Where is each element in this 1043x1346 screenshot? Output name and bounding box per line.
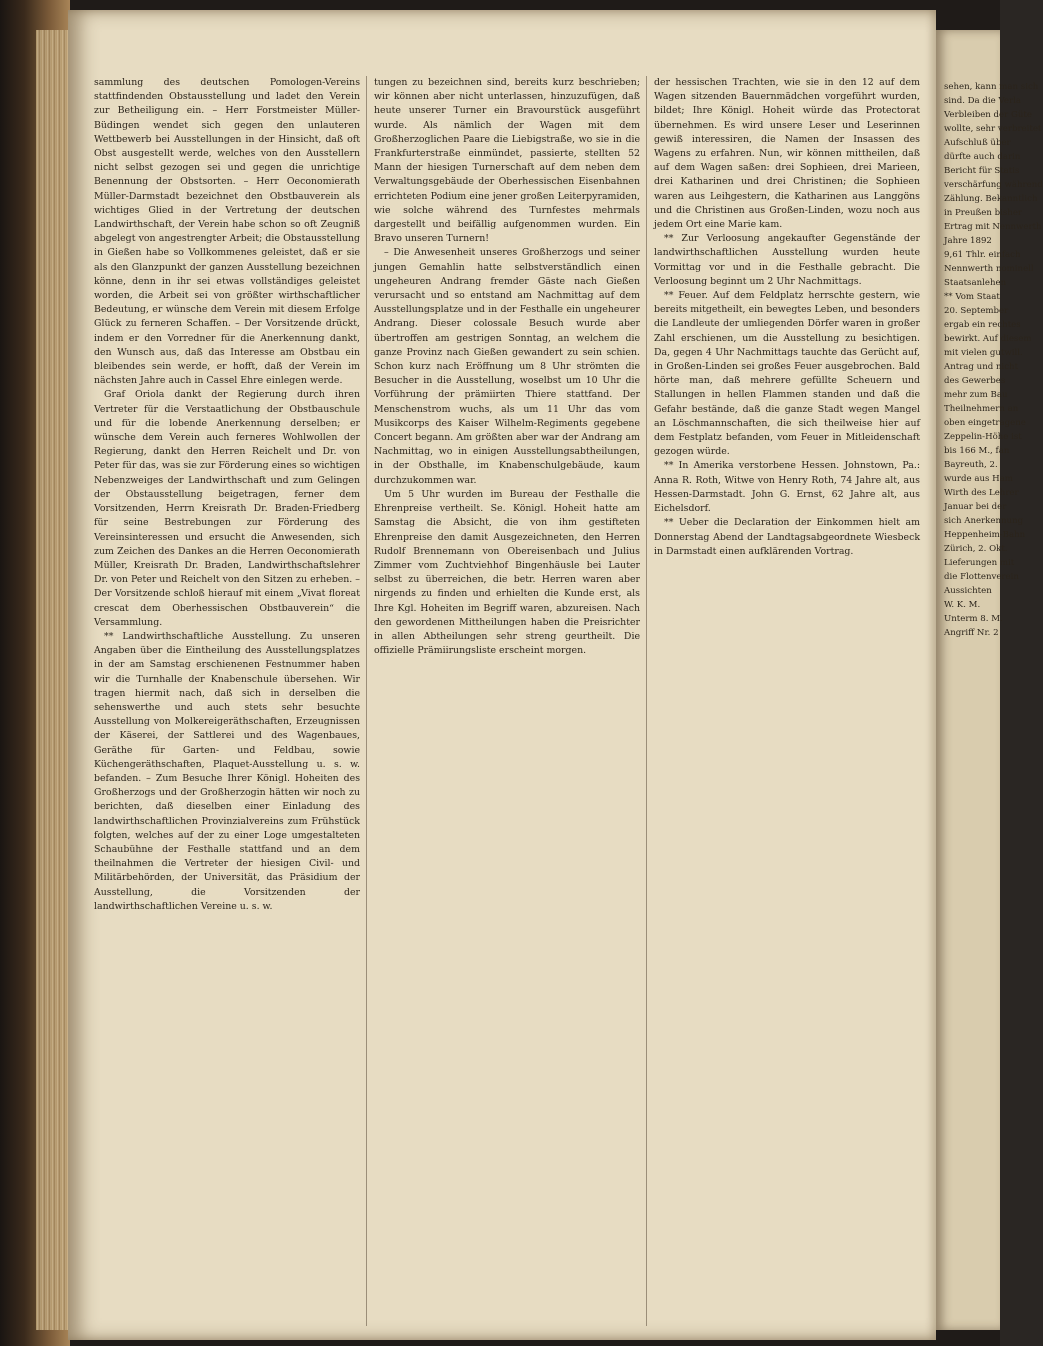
paragraph: Um 5 Uhr wurden im Bureau der Festhalle die Ehrenpreise vertheilt. Se. Königl. Hoheit hatte am Samstag die Absicht, die von ihm gestifteten Ehrenpreise den damit Ausgezeichneten, den Herren Rudolf Brennemann von Obereisenbach und Julius Zimmer vom Zuchtviehhof Bingenhäusle bei Lauter selbst zu überreichen, die betr. Herren waren aber nirgends zu finden und erhielten die Kunde erst, als Ihre Kgl. Hoheiten im Begriff waren, abzureisen. Nach den gewordenen Mittheilungen haben die Preisrichter in allen Abtheilungen sehr streng geurtheilt. Die offizielle Prämiirungsliste erscheint morgen. xyxy=(374,488,640,657)
adjacent-page-fragment xyxy=(936,30,1043,1330)
text-line: Bayreuth, 2. xyxy=(944,460,998,470)
text-line: Angriff Nr. 2 xyxy=(944,628,999,638)
text-line: W. K. M. xyxy=(944,600,981,610)
text-line: Theilnehmern an xyxy=(944,404,1019,414)
text-column-3 xyxy=(654,76,920,1326)
text-line: Zeppelin-Höhe ist xyxy=(944,432,1022,442)
text-line: des Gewerbes xyxy=(944,376,1006,386)
text-line: Wirth des Lehrer xyxy=(944,488,1019,498)
text-line: Aufschluß über xyxy=(944,138,1011,148)
text-line: sich Anerkennung xyxy=(944,516,1024,526)
text-line: Staatsanlehen xyxy=(944,278,1007,288)
text-line: in Preußen bisher xyxy=(944,208,1023,218)
text-line: 20. September xyxy=(944,306,1009,316)
text-line: Aussichten xyxy=(944,586,992,596)
text-line: ** Vom Staat xyxy=(944,292,1000,302)
paragraph: ** In Amerika verstorbene Hessen. Johnstown, Pa.: Anna R. Roth, Witwe von Henry Roth, 74 Jahre alt, aus Hessen-Darmstadt. John G. Ernst, 62 Jahre alt, aus Eichelsdorf. xyxy=(654,460,920,515)
paragraph: ** Feuer. Auf dem Feldplatz herrschte gestern, wie bereits mitgetheilt, ein bewegtes Leben, und besonders die Landleute der umliegenden Dörfer waren in großer Zahl erschienen, um die Ausstellung zu besichtigen. Da, gegen 4 Uhr Nachmittags tauchte das Gerücht auf, in Großen-Linden sei großes Feuer ausgebrochen. Bald hörte man, daß mehrere gefüllte Scheuern und Stallungen in hellen Flammen standen und daß die Gefahr bestände, daß die ganze Stadt wegen Mangel an Löschmannschaften, die sich theilweise hier auf dem Festplatz befanden, vom Feuer in Mitleidenschaft gezogen würde. xyxy=(654,290,920,458)
text-column-2 xyxy=(374,76,640,1326)
paragraph: tungen zu bezeichnen sind, bereits kurz beschrieben; wir können aber nicht unterlassen, hinzuzufügen, daß heute unserer Turner ein Bravourstück ausgeführt wurde. Als nämlich der Wagen mit dem Großherzoglichen Paare die Liebigstraße, wo sie in die Frankfurterstraße einmündet, passierte, stellten 52 Mann der hiesigen Turnerschaft auf dem neben dem Verwaltungsgebäude der Oberhessischen Eisenbahnen errichteten Podium eine jener großen Leiterpyramiden, wie solche während des Turnfestes mehrmals dargestellt und beifällig aufgenommen wurden. Ein Bravo unseren Turnern! xyxy=(374,77,640,245)
paragraph: – Die Anwesenheit unseres Großherzogs und seiner jungen Gemahlin hatte selbstverständlich einen ungeheuren Andrang fremder Gäste nach Gießen verursacht und so entstand am Nachmittag auf dem Ausstellungsplatze und in der Festhalle ein ungeheurer Andrang. Dieser colossale Besuch wurde aber übertroffen am gestrigen Sonntag, an welchem die ganze Provinz nach Gießen gewandert zu sein schien. Schon kurz nach Eröffnung um 8 Uhr strömten die Besucher in die Ausstellung, woselbst um 10 Uhr die Vorführung der prämiirten Thiere stattfand. Der Menschenstrom wuchs, als um 11 Uhr das vom Musikcorps des Kaiser Wilhelm-Regiments gegebene Concert begann. Am größten aber war der Andrang am Nachmittag, wo in einigen Ausstellungsabtheilungen, in der Obsthalle, im Knabenschulgebäude, kaum durchzukommen war. xyxy=(374,247,640,486)
text-line: Nennwerth nominell xyxy=(944,264,1034,274)
column-rule xyxy=(646,76,647,1326)
text-line: wollte, sehr verbreitet xyxy=(944,124,1042,134)
text-line: Januar bei der xyxy=(944,502,1007,512)
text-line: 9,61 Thlr. einfach xyxy=(944,250,1021,260)
adjacent-page-text xyxy=(944,80,1043,640)
text-line: Zürich, 2. Okt. xyxy=(944,544,1008,554)
text-line: ergab ein rechtes xyxy=(944,320,1021,330)
paragraph: Graf Oriola dankt der Regierung durch ihren Vertreter für die Verstaatlichung der Obstbauschule und für die lobende Anerkennung derselben; er wünsche dem Verein auch ferneres Wohlwollen der Regierung, dankt den Herren Reichelt und Dr. von Peter für das, was sie zur Förderung eines so wichtigen Nebenzweiges der Landwirthschaft und zum Gelingen der Obstausstellung beigetragen, ferner dem Vorsitzenden, Herrn Kreisrath Dr. Braden-Friedberg für seine Bestrebungen zur Förderung des Vereinsinteressen und ersucht die Anwesenden, sich zum Zeichen des Dankes an die Herren Oeconomierath Müller, Kreisrath Dr. Braden, Landwirthschaftslehrer Dr. von Peter und Reichelt von den Sitzen zu erheben. – Der Vorsitzende schloß hierauf mit einem „Vivat floreat crescat dem Oberhessischen Obstbauverein“ die Versammlung. xyxy=(94,389,360,628)
text-line: Bericht für Statis xyxy=(944,166,1020,176)
text-line: Lieferungen mit xyxy=(944,558,1015,568)
text-line: Unterm 8. M. xyxy=(944,614,1003,624)
text-line: Verbleiben der Güte xyxy=(944,110,1032,120)
text-line: Antrag und nicht xyxy=(944,362,1019,372)
text-line: Ertrag mit Nennwerth xyxy=(944,222,1042,232)
text-line: mit vielen gutwill. xyxy=(944,348,1023,358)
paragraph: sammlung des deutschen Pomologen-Vereins stattfindenden Obstausstellung und ladet den Verein zur Betheiligung ein. – Herr Forstmeister Müller-Büdingen wendet sich gegen den unlauteren Wettbewerb bei Ausstellungen in der Hinsicht, daß oft Obst ausgestellt werde, welches von den Ausstellern nicht selbst gezogen sei und gegen die unrichtige Benennung der Obstsorten. – Herr Oeconomierath Müller-Darmstadt bezeichnet den Obstbauverein als wichtiges Glied in der Vertretung der deutschen Landwirthschaft, der Verein habe schon so oft Zeugniß abgelegt von angestrengter Arbeit; die Obstausstellung in Gießen habe so Vollkommenes geleistet, daß er sie als den Glanzpunkt der ganzen Ausstellung bezeichnen könne, denn in ihr sei etwas vollständiges geleistet worden, die Arbeit sei von größter wirthschaftlicher Bedeutung, er wünsche dem Verein mit diesem Erfolge Glück zu ferneren Schaffen. – Der Vorsitzende drückt, indem er den Vorredner für die Anerkennung dankt, den Wunsch aus, daß das Interesse am Obstbau ein bleibendes sein werde, er hofft, daß der Verein im nächsten Jahre auch in Cassel Ehre einlegen werde. xyxy=(94,77,360,387)
newspaper-page xyxy=(68,10,936,1340)
text-line: bis 166 M., fan xyxy=(944,446,1010,456)
paragraph: ** Zur Verloosung angekaufter Gegenstände der landwirthschaftlichen Ausstellung wurden heute Vormittag vor und in die Festhalle gebracht. Die Verloosung beginnt um 2 Uhr Nachmittags. xyxy=(654,233,920,287)
text-line: verschärfung während xyxy=(944,180,1043,190)
paragraph: ** Landwirthschaftliche Ausstellung. Zu unseren Angaben über die Eintheilung des Ausstellungsplatzes in der am Samstag erschienenen Festnummer haben wir die Turnhalle der Knabenschule übersehen. Wir tragen hiermit nach, daß sich in derselben die sehenswerthe und auch stets sehr besuchte Ausstellung von Molkereigeräthschaften, Erzeugnissen der Käserei, der Sattlerei und des Wagenbaues, Geräthe für Garten- und Feldbau, sowie Küchengeräthschaften, Plaquet-Ausstellung u. s. w. befanden. – Zum Besuche Ihrer Königl. Hoheiten des Großherzogs und der Großherzogin hätten wir noch zu berichten, daß dieselben einer Einladung des landwirthschaftlichen Provinzialvereins zum Frühstück folgten, welches auf der zu einer Loge umgestalteten Schaubühne der Festhalle stattfand und an dem theilnahmen die Vertreter der hiesigen Civil- und Militärbehörden, der Universität, das Präsidium der Ausstellung, die Vorsitzenden der landwirthschaftlichen Vereine u. s. w. xyxy=(94,630,360,912)
text-line: Heppenheim-Bahn xyxy=(944,530,1026,540)
text-line: Zählung. Bekanntlich xyxy=(944,194,1038,204)
paragraph: ** Ueber die Declaration der Einkommen hielt am Donnerstag Abend der Landtagsabgeordnete Wiesbeck in Darmstadt einen aufklärenden Vortrag. xyxy=(654,517,920,557)
text-line: mehr zum Bau xyxy=(944,390,1008,400)
column-rule xyxy=(366,76,367,1326)
text-line: Jahre 1892 xyxy=(944,236,992,246)
text-line: die Flottenverein xyxy=(944,572,1019,582)
text-line: bewirkt. Auf diesem xyxy=(944,334,1032,344)
text-line: dürfte auch darin xyxy=(944,152,1021,162)
paragraph: der hessischen Trachten, wie sie in den 12 auf dem Wagen sitzenden Bauernmädchen vorgeführt wurden, bildet; Ihre Königl. Hoheit würde das Protectorat übernehmen. Es wird unsere Leser und Leserinnen gewiß interessiren, die Namen der Insassen des Wagens zu erfahren. Nun, wir können mittheilen, daß auf dem Wagen saßen: drei Sophieen, drei Marieen, drei Katharinen und drei Christinen; die Sophieen waren aus Leihgestern, die Katharinen aus Langgöns und die Christinen aus Großen-Linden, wozu noch aus jedem Ort eine Marie kam. xyxy=(654,77,920,231)
text-line: sind. Da die Verla xyxy=(944,96,1021,106)
text-column-1 xyxy=(94,76,360,1326)
text-line: sehen, kann man sich xyxy=(944,82,1039,92)
text-line: wurde aus Ham xyxy=(944,474,1013,484)
text-line: oben eingetragene xyxy=(944,418,1026,428)
